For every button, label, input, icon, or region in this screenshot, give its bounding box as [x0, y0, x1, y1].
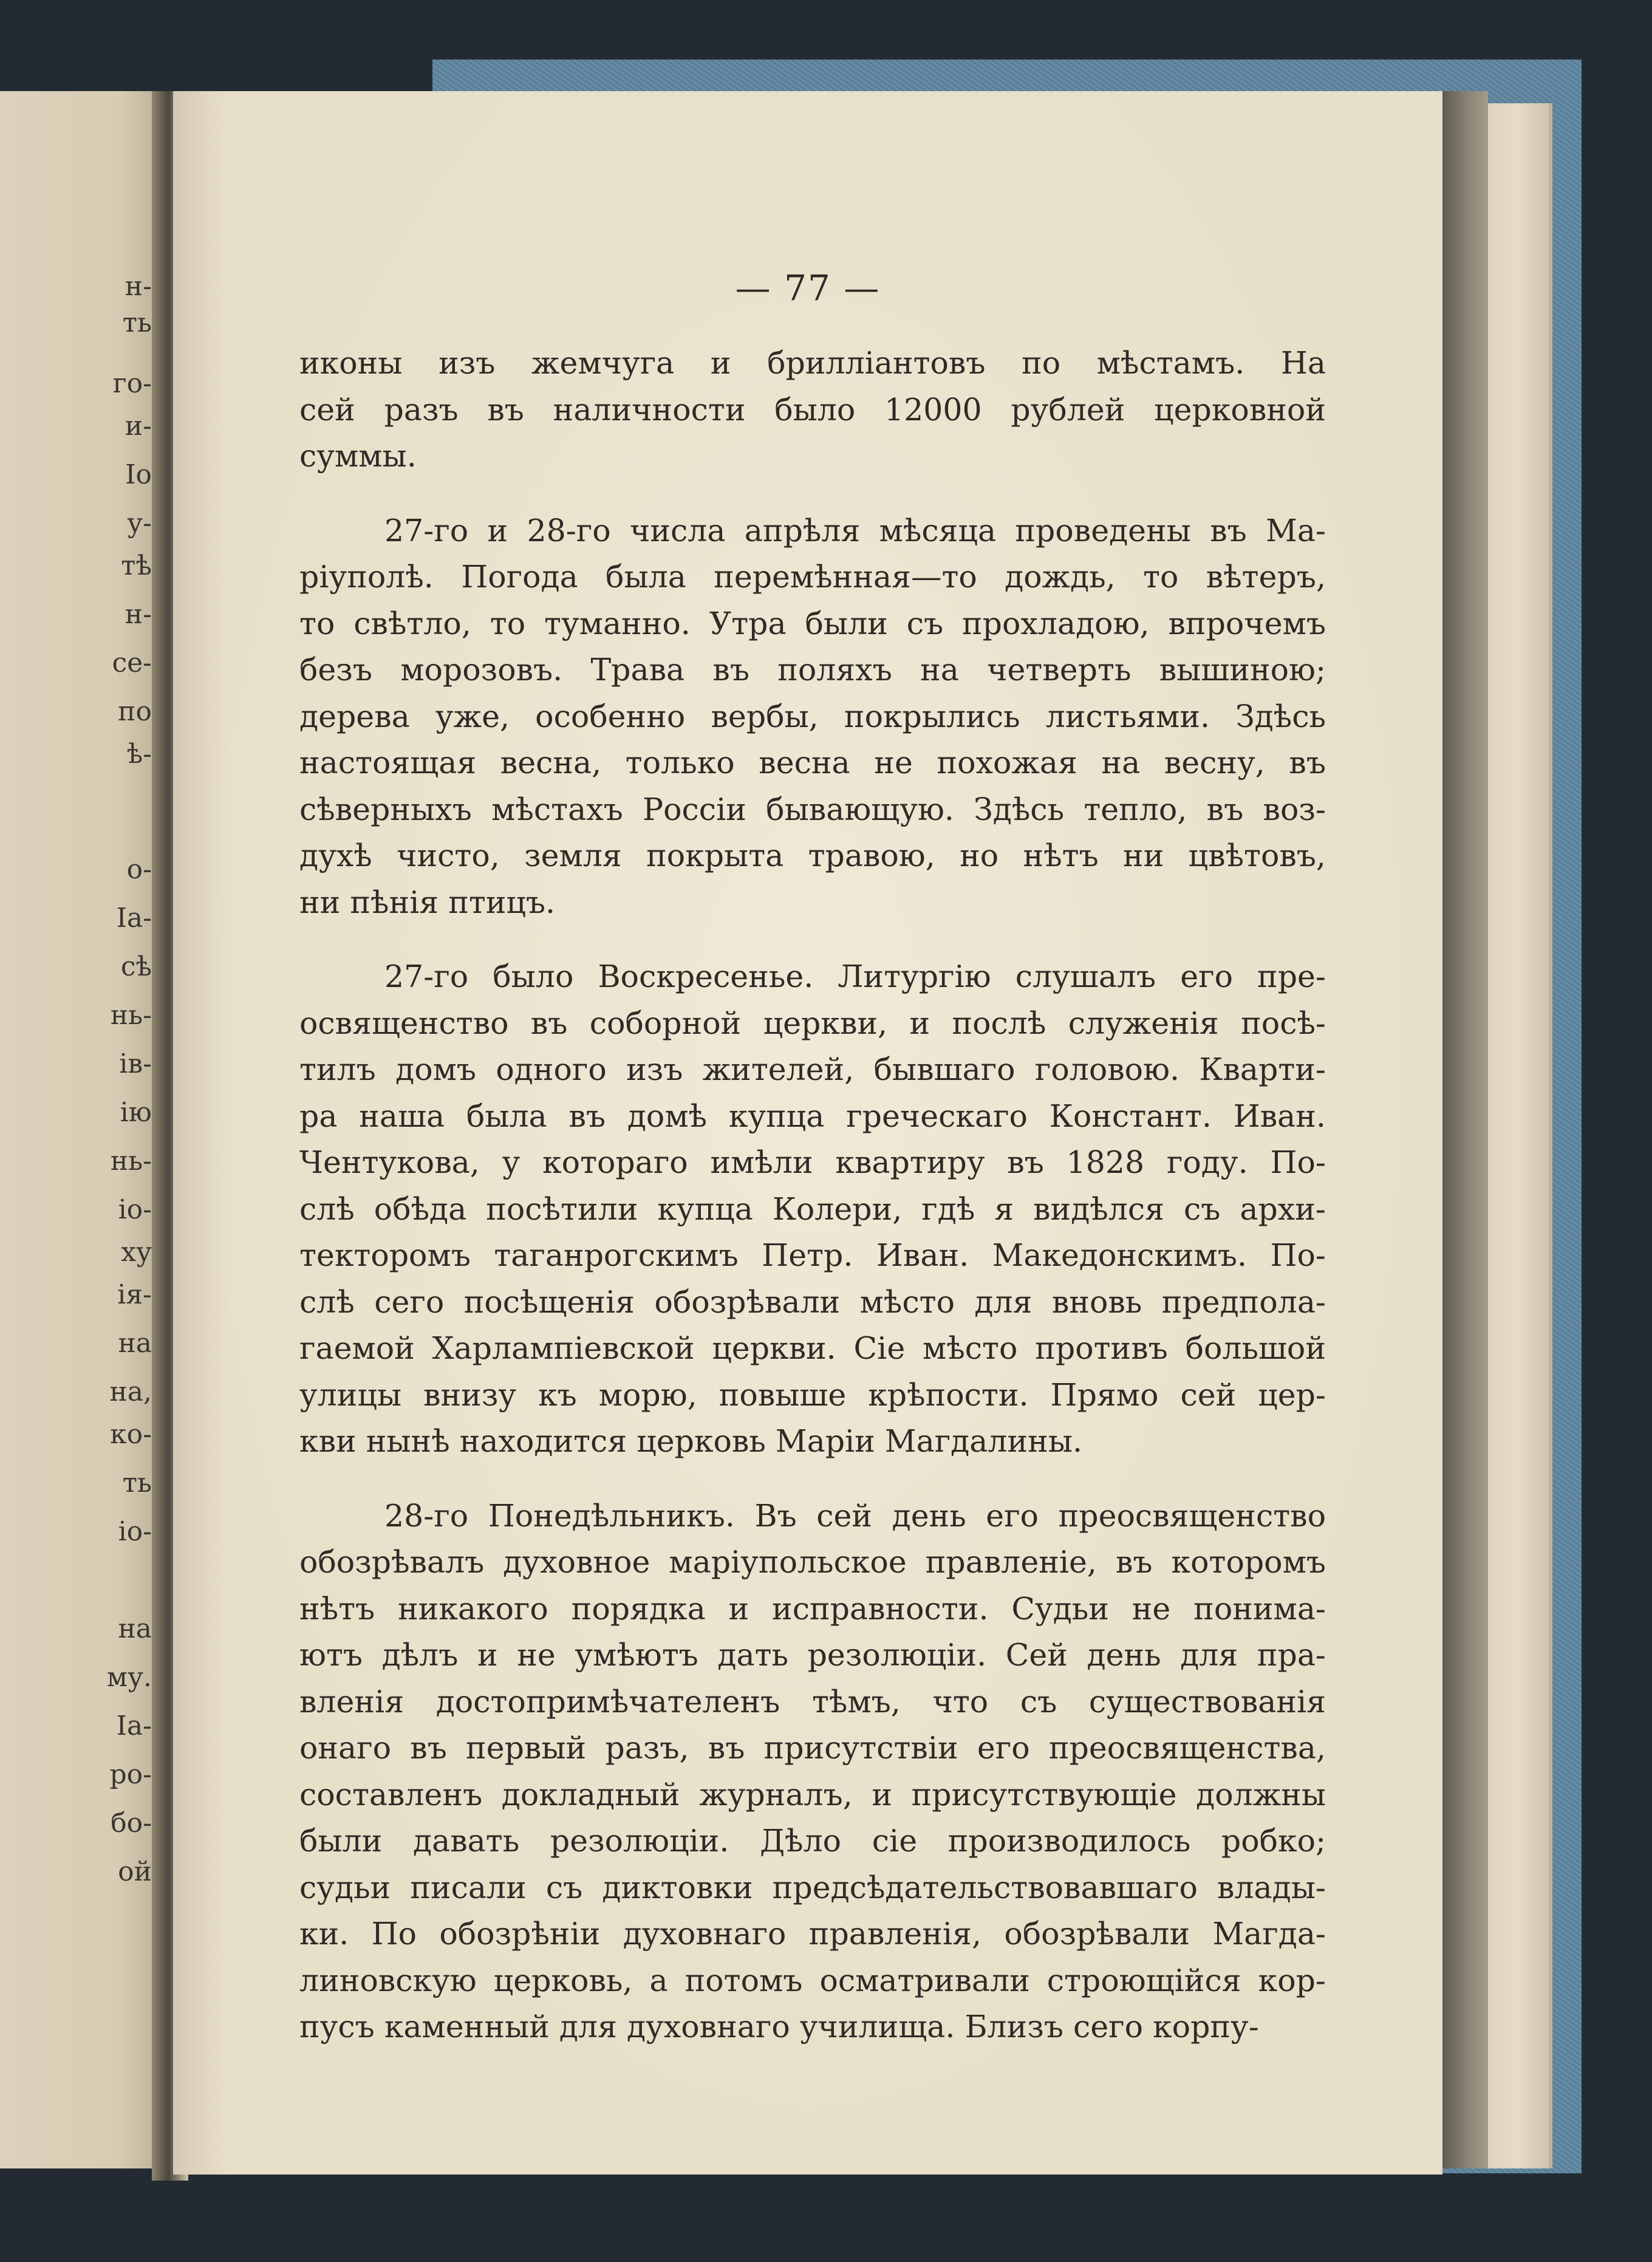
page-text — [299, 340, 1326, 2051]
text-line: тилъ домъ одного изъ жителей, бывшаго головою. Кварти- — [299, 1051, 1326, 1087]
previous-page-fragment: му. — [106, 1662, 152, 1693]
paragraph — [299, 508, 1326, 926]
text-line: кви нынѣ находится церковь Маріи Магдалины. — [299, 1423, 1083, 1459]
text-line: то свѣтло, то туманно. Утра были съ прохладою, впрочемъ — [299, 605, 1326, 641]
previous-page-fragment: тѣ — [121, 550, 152, 581]
previous-page-fragment: и- — [125, 411, 152, 442]
text-line: слѣ сего посѣщенія обозрѣвали мѣсто для вновь предпола- — [299, 1283, 1326, 1320]
text-line: Чентукова, у котораго имѣли квартиру въ 1828 году. По- — [299, 1144, 1326, 1180]
text-line: улицы внизу къ морю, повыше крѣпости. Прямо сей цер- — [299, 1376, 1326, 1413]
text-line: линовскую церковь, а потомъ осматривали строющійся кор- — [299, 1962, 1326, 1998]
previous-page-fragment: го- — [112, 368, 152, 399]
previous-page-fragment: по — [118, 696, 152, 727]
previous-page-fragment: ів- — [119, 1048, 152, 1079]
paragraph-gap — [299, 926, 1326, 954]
text-line: онаго въ первый разъ, въ присутствіи его преосвященства, — [299, 1730, 1326, 1766]
paragraph — [299, 1493, 1326, 2051]
previous-page-fragment: на — [118, 1328, 152, 1359]
text-line: обозрѣвалъ духовное маріупольское правленіе, въ которомъ — [299, 1544, 1326, 1580]
text-line: настоящая весна, только весна не похожая на весну, въ — [299, 745, 1326, 781]
previous-page-fragment: сѣ — [120, 951, 152, 982]
previous-page-fragment: Ia- — [116, 903, 152, 934]
text-line: были давать резолюціи. Дѣло сіе производилось робко; — [299, 1823, 1326, 1859]
text-line: судьи писали съ диктовки предсѣдательствовавшаго влады- — [299, 1869, 1326, 1905]
previous-page-fragment: ія- — [117, 1279, 152, 1310]
previous-page-fragment: ть — [122, 1468, 152, 1498]
previous-page-fragment: у- — [127, 508, 152, 539]
previous-page-fragment: ію — [120, 1097, 152, 1128]
previous-page-fragment: н- — [125, 271, 152, 302]
current-page — [173, 91, 1442, 2175]
text-line: сей разъ въ наличности было 12000 рублей церковной — [299, 391, 1326, 428]
paragraph-gap — [299, 480, 1326, 508]
text-line: пусъ каменный для духовнаго училища. Близъ сего корпу- — [299, 2009, 1259, 2045]
text-line: безъ морозовъ. Трава въ поляхъ на четверть вышиною; — [299, 652, 1326, 688]
text-line: ни пѣнія птицъ. — [299, 884, 556, 920]
text-line: сѣверныхъ мѣстахъ Россіи бывающую. Здѣсь тепло, въ воз- — [299, 791, 1326, 827]
previous-page-fragment: н- — [125, 599, 152, 630]
text-line: вленія достопримѣчателенъ тѣмъ, что съ существованія — [299, 1683, 1326, 1720]
previous-page-fragment: ой — [118, 1856, 152, 1887]
previous-page-fragment: на, — [109, 1376, 152, 1407]
previous-page-fragment: Io — [125, 459, 152, 490]
text-line: дерева уже, особенно вербы, покрылись листьями. Здѣсь — [299, 698, 1326, 734]
text-line: составленъ докладный журналъ, и присутствующіе должны — [299, 1776, 1326, 1813]
text-line: ра наша была въ домѣ купца греческаго Констант. Иван. — [299, 1098, 1326, 1134]
text-line: 27-го и 28-го числа апрѣля мѣсяца проведены въ Ма- — [384, 512, 1326, 548]
previous-page-fragment: нь- — [110, 1146, 152, 1177]
paragraph-gap — [299, 1465, 1326, 1493]
previous-page-fragment: іо- — [118, 1516, 152, 1547]
text-line: нѣтъ никакого порядка и исправности. Судьи не понима- — [299, 1590, 1326, 1627]
text-line: ріуполѣ. Погода была перемѣнная—то дождь, то вѣтеръ, — [299, 559, 1326, 595]
text-line: 28-го Понедѣльникъ. Въ сей день его преосвященство — [384, 1497, 1326, 1534]
text-line: духѣ чисто, земля покрыта травою, но нѣтъ ни цвѣтовъ, — [299, 838, 1326, 873]
previous-page-fragment: іо- — [118, 1194, 152, 1225]
previous-page-fragment: на — [118, 1613, 152, 1644]
text-line: 27-го было Воскресенье. Литургію слушалъ его пре- — [384, 958, 1326, 994]
text-line: ки. По обозрѣніи духовнаго правленія, обозрѣвали Магда- — [299, 1916, 1326, 1952]
text-line: ютъ дѣлъ и не умѣютъ дать резолюціи. Сей день для пра- — [299, 1637, 1326, 1673]
text-line: текторомъ таганрогскимъ Петр. Иван. Македонскимъ. По- — [299, 1237, 1326, 1273]
previous-page-fragment: нь- — [110, 1000, 152, 1031]
previous-page-fragment: се- — [112, 648, 152, 678]
page-number: — 77 — — [735, 267, 881, 309]
text-line: освященство въ соборной церкви, и послѣ служенія посѣ- — [299, 1005, 1326, 1041]
text-line: гаемой Харлампіевской церкви. Сіе мѣсто противъ большой — [299, 1330, 1326, 1366]
text-line: иконы изъ жемчуга и брилліантовъ по мѣстамъ. На — [299, 345, 1326, 381]
previous-page-fragment: ху — [121, 1237, 152, 1268]
previous-page-fragment: ть — [122, 307, 152, 338]
text-line: суммы. — [299, 438, 417, 474]
previous-page-fragment: Ia- — [116, 1710, 152, 1741]
previous-page-fragment: о- — [126, 854, 152, 885]
previous-page-fragment: бо- — [111, 1808, 152, 1839]
previous-page-fragment: ко- — [110, 1419, 152, 1450]
previous-page — [0, 91, 167, 2168]
paragraph — [299, 954, 1326, 1465]
text-line: слѣ обѣда посѣтили купца Колери, гдѣ я видѣлся съ архи- — [299, 1191, 1326, 1227]
previous-page-line-endings — [0, 91, 159, 2168]
previous-page-fragment: ро- — [109, 1759, 152, 1790]
paragraph — [299, 340, 1326, 480]
previous-page-fragment: ѣ- — [126, 739, 152, 770]
